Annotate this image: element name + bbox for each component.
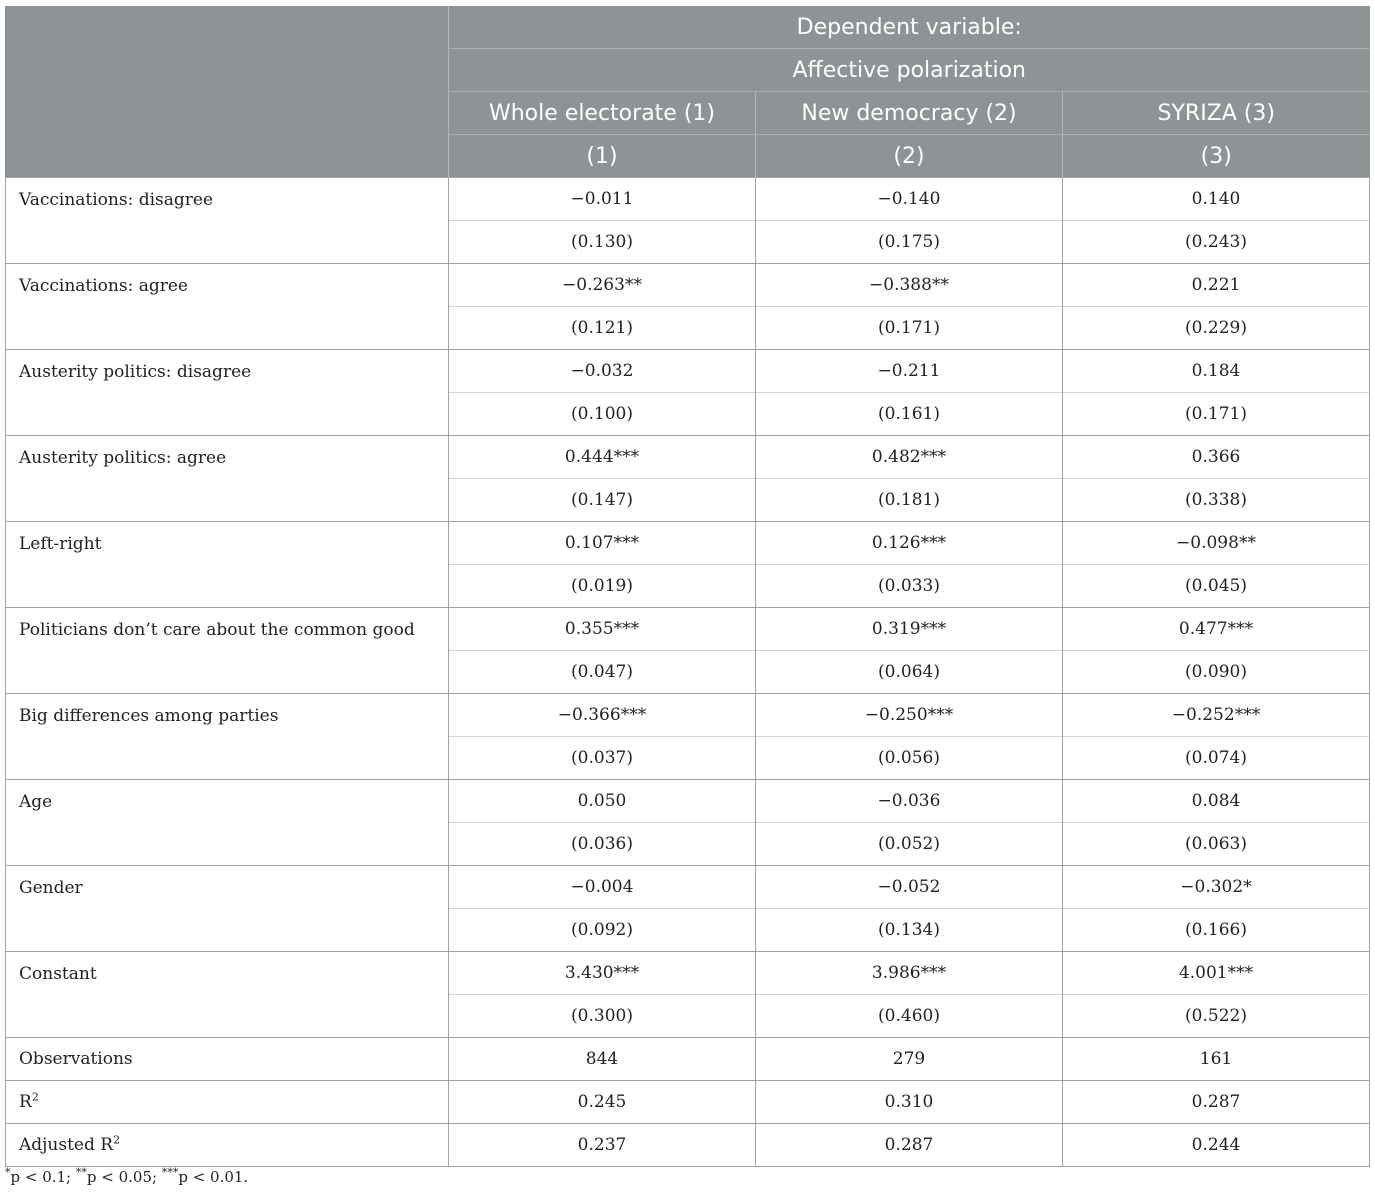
coef-cell: 0.050 (449, 780, 756, 823)
coef-cell: −0.036 (756, 780, 1063, 823)
stat-cell: 161 (1063, 1038, 1370, 1081)
stat-label-r2 (6, 1081, 449, 1124)
se-cell: (0.338) (1063, 479, 1370, 522)
column-number-1: (1) (449, 135, 756, 178)
table-row (6, 522, 1370, 565)
row-label: Gender (6, 866, 449, 952)
coef-cell: 0.221 (1063, 264, 1370, 307)
coef-cell: −0.052 (756, 866, 1063, 909)
table-row (6, 694, 1370, 737)
footnote-text: p < 0.1; (10, 1168, 76, 1186)
se-cell: (0.033) (756, 565, 1063, 608)
stat-label: Observations (6, 1038, 449, 1081)
stat-cell: 0.237 (449, 1124, 756, 1167)
coef-cell: −0.004 (449, 866, 756, 909)
stat-label-text: Adjusted R (19, 1135, 114, 1155)
coef-cell: −0.252*** (1063, 694, 1370, 737)
row-label: Big differences among parties (6, 694, 449, 780)
column-header-1: Whole electorate (1) (449, 92, 756, 135)
stat-cell: 0.287 (756, 1124, 1063, 1167)
stat-row-observations (6, 1038, 1370, 1081)
regression-table-container (5, 6, 1369, 1167)
coef-cell: −0.032 (449, 350, 756, 393)
coef-cell: 0.355*** (449, 608, 756, 651)
coef-cell: 0.126*** (756, 522, 1063, 565)
row-label: Austerity politics: agree (6, 436, 449, 522)
row-label: Constant (6, 952, 449, 1038)
se-cell: (0.037) (449, 737, 756, 780)
coef-cell: 0.444*** (449, 436, 756, 479)
coef-cell: 3.430*** (449, 952, 756, 995)
coef-cell: 0.477*** (1063, 608, 1370, 651)
table-footnote (5, 1168, 248, 1186)
stat-cell: 844 (449, 1038, 756, 1081)
se-cell: (0.045) (1063, 565, 1370, 608)
table-row (6, 952, 1370, 995)
se-cell: (0.522) (1063, 995, 1370, 1038)
se-cell: (0.063) (1063, 823, 1370, 866)
coef-cell: 0.319*** (756, 608, 1063, 651)
table-row (6, 436, 1370, 479)
se-cell: (0.090) (1063, 651, 1370, 694)
table-header (6, 6, 1370, 178)
row-label: Politicians don’t care about the common good (6, 608, 449, 694)
table-row (6, 866, 1370, 909)
se-cell: (0.175) (756, 221, 1063, 264)
table-row (6, 264, 1370, 307)
se-cell: (0.092) (449, 909, 756, 952)
se-cell: (0.147) (449, 479, 756, 522)
stat-cell: 0.244 (1063, 1124, 1370, 1167)
coef-cell: 4.001*** (1063, 952, 1370, 995)
se-cell: (0.181) (756, 479, 1063, 522)
row-label: Age (6, 780, 449, 866)
se-cell: (0.100) (449, 393, 756, 436)
stat-label-text: R (19, 1092, 32, 1112)
table-row (6, 608, 1370, 651)
se-cell: (0.036) (449, 823, 756, 866)
row-label: Austerity politics: disagree (6, 350, 449, 436)
stat-row-r2 (6, 1081, 1370, 1124)
coef-cell: 0.366 (1063, 436, 1370, 479)
table-row (6, 350, 1370, 393)
coef-cell: −0.388** (756, 264, 1063, 307)
coef-cell: −0.250*** (756, 694, 1063, 737)
row-label: Vaccinations: disagree (6, 178, 449, 264)
coef-cell: −0.211 (756, 350, 1063, 393)
coef-cell: 3.986*** (756, 952, 1063, 995)
superscript: 2 (31, 1090, 39, 1104)
se-cell: (0.166) (1063, 909, 1370, 952)
stat-row-adjusted-r2 (6, 1124, 1370, 1167)
se-cell: (0.229) (1063, 307, 1370, 350)
table-row (6, 178, 1370, 221)
coef-cell: −0.263** (449, 264, 756, 307)
row-label: Left-right (6, 522, 449, 608)
coef-cell: −0.140 (756, 178, 1063, 221)
header-stub (6, 6, 449, 178)
table-row (6, 780, 1370, 823)
coef-cell: 0.482*** (756, 436, 1063, 479)
se-cell: (0.047) (449, 651, 756, 694)
footnote-text: p < 0.01. (178, 1168, 249, 1186)
dependent-variable-name: Affective polarization (449, 49, 1370, 92)
coef-cell: 0.084 (1063, 780, 1370, 823)
se-cell: (0.243) (1063, 221, 1370, 264)
se-cell: (0.074) (1063, 737, 1370, 780)
se-cell: (0.161) (756, 393, 1063, 436)
footnote-marker: ** (75, 1166, 87, 1179)
footnote-text: p < 0.05; (86, 1168, 162, 1186)
se-cell: (0.121) (449, 307, 756, 350)
se-cell: (0.171) (1063, 393, 1370, 436)
table-body (6, 178, 1370, 1167)
se-cell: (0.052) (756, 823, 1063, 866)
se-cell: (0.130) (449, 221, 756, 264)
se-cell: (0.171) (756, 307, 1063, 350)
column-number-3: (3) (1063, 135, 1370, 178)
row-label: Vaccinations: agree (6, 264, 449, 350)
coef-cell: −0.098** (1063, 522, 1370, 565)
coef-cell: 0.184 (1063, 350, 1370, 393)
coef-cell: −0.366*** (449, 694, 756, 737)
se-cell: (0.134) (756, 909, 1063, 952)
se-cell: (0.460) (756, 995, 1063, 1038)
se-cell: (0.019) (449, 565, 756, 608)
se-cell: (0.300) (449, 995, 756, 1038)
column-header-3: SYRIZA (3) (1063, 92, 1370, 135)
se-cell: (0.064) (756, 651, 1063, 694)
stat-cell: 0.310 (756, 1081, 1063, 1124)
stat-cell: 0.245 (449, 1081, 756, 1124)
dependent-variable-label: Dependent variable: (449, 6, 1370, 49)
coef-cell: 0.107*** (449, 522, 756, 565)
superscript: 2 (113, 1133, 121, 1147)
stat-cell: 279 (756, 1038, 1063, 1081)
coef-cell: 0.140 (1063, 178, 1370, 221)
coef-cell: −0.302* (1063, 866, 1370, 909)
footnote-marker: *** (161, 1166, 179, 1179)
se-cell: (0.056) (756, 737, 1063, 780)
column-number-2: (2) (756, 135, 1063, 178)
column-header-2: New democracy (2) (756, 92, 1063, 135)
footnote-marker: * (5, 1166, 11, 1179)
stat-cell: 0.287 (1063, 1081, 1370, 1124)
coef-cell: −0.011 (449, 178, 756, 221)
regression-table (5, 6, 1370, 1167)
stat-label-adjusted-r2 (6, 1124, 449, 1167)
